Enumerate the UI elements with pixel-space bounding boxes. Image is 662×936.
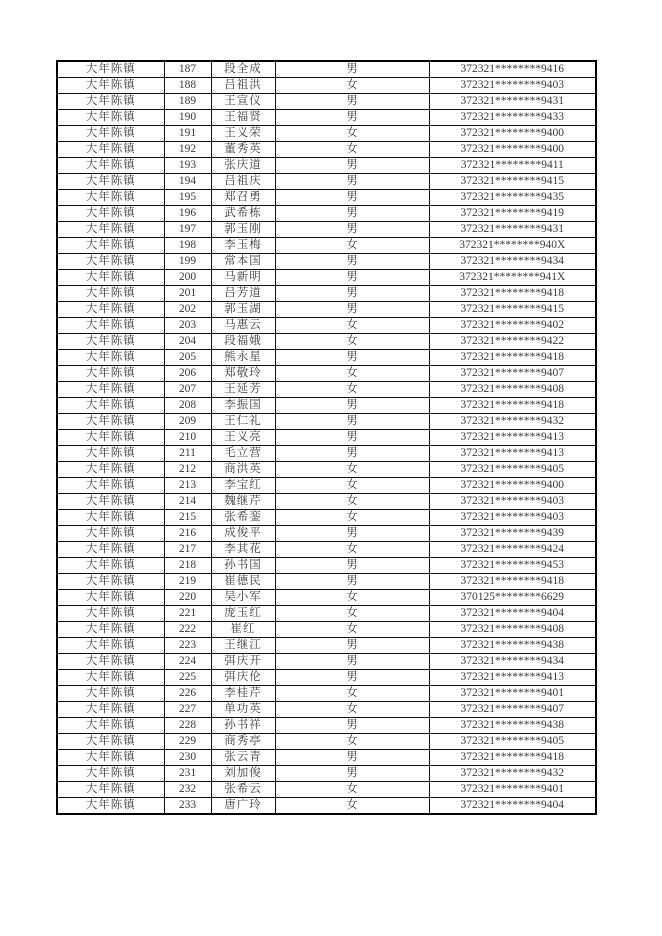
- cell-name: 毛立营: [211, 446, 275, 462]
- cell-town: 大年陈镇: [57, 526, 164, 542]
- cell-name: 董秀英: [211, 142, 275, 158]
- cell-name: 崔德民: [211, 574, 275, 590]
- cell-gender: 女: [275, 334, 429, 350]
- cell-index: 214: [164, 494, 211, 510]
- table-row: [57, 206, 596, 222]
- table-row: [57, 446, 596, 462]
- cell-gender: 女: [275, 686, 429, 702]
- table-row: [57, 462, 596, 478]
- cell-town: 大年陈镇: [57, 670, 164, 686]
- cell-name: 吕祖洪: [211, 78, 275, 94]
- table-row: [57, 654, 596, 670]
- cell-town: 大年陈镇: [57, 142, 164, 158]
- table-row: [57, 542, 596, 558]
- cell-index: 221: [164, 606, 211, 622]
- cell-gender: 男: [275, 350, 429, 366]
- cell-index: 203: [164, 318, 211, 334]
- cell-town: 大年陈镇: [57, 494, 164, 510]
- cell-town: 大年陈镇: [57, 61, 164, 78]
- cell-index: 217: [164, 542, 211, 558]
- table-row: [57, 526, 596, 542]
- cell-name: 李其花: [211, 542, 275, 558]
- table-row: [57, 350, 596, 366]
- cell-index: 230: [164, 750, 211, 766]
- cell-gender: 男: [275, 254, 429, 270]
- cell-id-number: 372321********9408: [429, 382, 596, 398]
- cell-name: 王义亮: [211, 430, 275, 446]
- cell-name: 王仁礼: [211, 414, 275, 430]
- cell-index: 206: [164, 366, 211, 382]
- cell-name: 弭庆开: [211, 654, 275, 670]
- cell-gender: 女: [275, 142, 429, 158]
- table-row: [57, 558, 596, 574]
- cell-id-number: 372321********9433: [429, 110, 596, 126]
- cell-gender: 女: [275, 78, 429, 94]
- cell-name: 张云青: [211, 750, 275, 766]
- cell-town: 大年陈镇: [57, 782, 164, 798]
- cell-index: 196: [164, 206, 211, 222]
- table-row: [57, 94, 596, 110]
- cell-gender: 男: [275, 174, 429, 190]
- cell-name: 王义荣: [211, 126, 275, 142]
- cell-index: 222: [164, 622, 211, 638]
- cell-town: 大年陈镇: [57, 110, 164, 126]
- cell-id-number: 372321********9404: [429, 798, 596, 815]
- cell-index: 220: [164, 590, 211, 606]
- table-row: [57, 190, 596, 206]
- cell-town: 大年陈镇: [57, 414, 164, 430]
- cell-name: 李玉梅: [211, 238, 275, 254]
- cell-index: 232: [164, 782, 211, 798]
- cell-gender: 女: [275, 126, 429, 142]
- cell-gender: 男: [275, 638, 429, 654]
- cell-id-number: 372321********9432: [429, 766, 596, 782]
- cell-index: 219: [164, 574, 211, 590]
- cell-name: 单功英: [211, 702, 275, 718]
- cell-gender: 男: [275, 718, 429, 734]
- cell-town: 大年陈镇: [57, 702, 164, 718]
- cell-gender: 女: [275, 494, 429, 510]
- roster-table-body: [57, 61, 596, 814]
- cell-index: 204: [164, 334, 211, 350]
- cell-gender: 男: [275, 414, 429, 430]
- cell-index: 233: [164, 798, 211, 815]
- table-row: [57, 78, 596, 94]
- cell-id-number: 372321********9438: [429, 718, 596, 734]
- cell-name: 武希栋: [211, 206, 275, 222]
- cell-gender: 女: [275, 542, 429, 558]
- cell-name: 崔红: [211, 622, 275, 638]
- cell-index: 188: [164, 78, 211, 94]
- table-row: [57, 110, 596, 126]
- table-row: [57, 638, 596, 654]
- table-row: [57, 494, 596, 510]
- cell-gender: 女: [275, 366, 429, 382]
- cell-id-number: 372321********9411: [429, 158, 596, 174]
- cell-name: 王福贤: [211, 110, 275, 126]
- cell-gender: 女: [275, 606, 429, 622]
- cell-gender: 男: [275, 766, 429, 782]
- cell-town: 大年陈镇: [57, 638, 164, 654]
- cell-index: 201: [164, 286, 211, 302]
- cell-index: 224: [164, 654, 211, 670]
- cell-id-number: 372321********9403: [429, 78, 596, 94]
- cell-index: 216: [164, 526, 211, 542]
- cell-town: 大年陈镇: [57, 350, 164, 366]
- cell-town: 大年陈镇: [57, 734, 164, 750]
- cell-town: 大年陈镇: [57, 222, 164, 238]
- table-row: [57, 702, 596, 718]
- cell-index: 208: [164, 398, 211, 414]
- cell-index: 209: [164, 414, 211, 430]
- cell-gender: 男: [275, 750, 429, 766]
- cell-name: 李宝红: [211, 478, 275, 494]
- cell-index: 218: [164, 558, 211, 574]
- cell-gender: 女: [275, 238, 429, 254]
- cell-index: 190: [164, 110, 211, 126]
- cell-town: 大年陈镇: [57, 126, 164, 142]
- table-row: [57, 750, 596, 766]
- cell-id-number: 372321********9434: [429, 654, 596, 670]
- cell-gender: 女: [275, 590, 429, 606]
- cell-town: 大年陈镇: [57, 206, 164, 222]
- cell-town: 大年陈镇: [57, 430, 164, 446]
- cell-index: 227: [164, 702, 211, 718]
- cell-id-number: 372321********9403: [429, 510, 596, 526]
- table-row: [57, 222, 596, 238]
- cell-name: 王延芳: [211, 382, 275, 398]
- cell-id-number: 372321********9434: [429, 254, 596, 270]
- cell-name: 刘加俊: [211, 766, 275, 782]
- cell-gender: 男: [275, 398, 429, 414]
- cell-id-number: 370125********6629: [429, 590, 596, 606]
- table-row: [57, 318, 596, 334]
- cell-gender: 女: [275, 478, 429, 494]
- table-row: [57, 270, 596, 286]
- cell-name: 段福娥: [211, 334, 275, 350]
- cell-gender: 男: [275, 61, 429, 78]
- cell-town: 大年陈镇: [57, 654, 164, 670]
- cell-gender: 女: [275, 318, 429, 334]
- cell-town: 大年陈镇: [57, 686, 164, 702]
- cell-index: 197: [164, 222, 211, 238]
- cell-id-number: 372321********9405: [429, 734, 596, 750]
- cell-index: 195: [164, 190, 211, 206]
- cell-name: 郭玉刚: [211, 222, 275, 238]
- cell-gender: 女: [275, 798, 429, 815]
- cell-town: 大年陈镇: [57, 78, 164, 94]
- cell-gender: 男: [275, 110, 429, 126]
- cell-town: 大年陈镇: [57, 750, 164, 766]
- cell-id-number: 372321********9431: [429, 94, 596, 110]
- cell-gender: 女: [275, 622, 429, 638]
- cell-gender: 女: [275, 702, 429, 718]
- cell-id-number: 372321********940X: [429, 238, 596, 254]
- cell-name: 马惠云: [211, 318, 275, 334]
- roster-table: [56, 60, 597, 815]
- table-row: [57, 382, 596, 398]
- cell-index: 231: [164, 766, 211, 782]
- cell-name: 张希云: [211, 782, 275, 798]
- cell-id-number: 372321********9418: [429, 574, 596, 590]
- cell-id-number: 372321********9404: [429, 606, 596, 622]
- cell-index: 228: [164, 718, 211, 734]
- cell-town: 大年陈镇: [57, 302, 164, 318]
- cell-index: 215: [164, 510, 211, 526]
- table-row: [57, 478, 596, 494]
- cell-name: 庞玉红: [211, 606, 275, 622]
- cell-id-number: 372321********9400: [429, 142, 596, 158]
- table-row: [57, 590, 596, 606]
- cell-name: 郭玉湖: [211, 302, 275, 318]
- table-row: [57, 734, 596, 750]
- cell-id-number: 372321********941X: [429, 270, 596, 286]
- table-row: [57, 782, 596, 798]
- cell-gender: 男: [275, 222, 429, 238]
- cell-town: 大年陈镇: [57, 446, 164, 462]
- cell-gender: 男: [275, 158, 429, 174]
- cell-id-number: 372321********9403: [429, 494, 596, 510]
- cell-gender: 男: [275, 446, 429, 462]
- cell-town: 大年陈镇: [57, 574, 164, 590]
- cell-name: 孙书国: [211, 558, 275, 574]
- cell-name: 郑召勇: [211, 190, 275, 206]
- cell-gender: 女: [275, 462, 429, 478]
- cell-name: 王宣仪: [211, 94, 275, 110]
- cell-gender: 女: [275, 734, 429, 750]
- cell-town: 大年陈镇: [57, 254, 164, 270]
- cell-town: 大年陈镇: [57, 398, 164, 414]
- cell-index: 212: [164, 462, 211, 478]
- cell-id-number: 372321********9405: [429, 462, 596, 478]
- cell-gender: 女: [275, 510, 429, 526]
- cell-gender: 男: [275, 526, 429, 542]
- cell-id-number: 372321********9413: [429, 430, 596, 446]
- cell-id-number: 372321********9400: [429, 126, 596, 142]
- cell-gender: 男: [275, 270, 429, 286]
- cell-town: 大年陈镇: [57, 542, 164, 558]
- cell-town: 大年陈镇: [57, 174, 164, 190]
- cell-name: 张庆道: [211, 158, 275, 174]
- cell-index: 225: [164, 670, 211, 686]
- cell-name: 张希銮: [211, 510, 275, 526]
- cell-name: 王继江: [211, 638, 275, 654]
- table-row: [57, 61, 596, 78]
- cell-id-number: 372321********9418: [429, 750, 596, 766]
- cell-id-number: 372321********9416: [429, 61, 596, 78]
- cell-gender: 男: [275, 206, 429, 222]
- cell-town: 大年陈镇: [57, 382, 164, 398]
- cell-town: 大年陈镇: [57, 318, 164, 334]
- cell-id-number: 372321********9431: [429, 222, 596, 238]
- cell-town: 大年陈镇: [57, 334, 164, 350]
- cell-name: 熊永星: [211, 350, 275, 366]
- cell-id-number: 372321********9401: [429, 686, 596, 702]
- cell-gender: 男: [275, 654, 429, 670]
- cell-index: 211: [164, 446, 211, 462]
- cell-index: 205: [164, 350, 211, 366]
- cell-index: 207: [164, 382, 211, 398]
- cell-town: 大年陈镇: [57, 606, 164, 622]
- cell-index: 198: [164, 238, 211, 254]
- table-row: [57, 366, 596, 382]
- cell-town: 大年陈镇: [57, 238, 164, 254]
- cell-name: 唐广玲: [211, 798, 275, 815]
- cell-id-number: 372321********9415: [429, 302, 596, 318]
- cell-index: 193: [164, 158, 211, 174]
- table-row: [57, 606, 596, 622]
- cell-id-number: 372321********9453: [429, 558, 596, 574]
- cell-id-number: 372321********9407: [429, 366, 596, 382]
- table-row: [57, 718, 596, 734]
- table-row: [57, 414, 596, 430]
- cell-town: 大年陈镇: [57, 510, 164, 526]
- table-row: [57, 142, 596, 158]
- table-row: [57, 798, 596, 815]
- table-row: [57, 286, 596, 302]
- cell-town: 大年陈镇: [57, 558, 164, 574]
- cell-town: 大年陈镇: [57, 158, 164, 174]
- cell-id-number: 372321********9419: [429, 206, 596, 222]
- cell-town: 大年陈镇: [57, 622, 164, 638]
- cell-index: 200: [164, 270, 211, 286]
- cell-id-number: 372321********9424: [429, 542, 596, 558]
- cell-name: 吴小军: [211, 590, 275, 606]
- cell-index: 189: [164, 94, 211, 110]
- cell-gender: 男: [275, 94, 429, 110]
- cell-index: 192: [164, 142, 211, 158]
- cell-town: 大年陈镇: [57, 270, 164, 286]
- cell-name: 商洪英: [211, 462, 275, 478]
- cell-gender: 男: [275, 190, 429, 206]
- cell-town: 大年陈镇: [57, 718, 164, 734]
- cell-id-number: 372321********9418: [429, 286, 596, 302]
- table-row: [57, 510, 596, 526]
- cell-gender: 女: [275, 382, 429, 398]
- cell-id-number: 372321********9413: [429, 446, 596, 462]
- cell-id-number: 372321********9415: [429, 174, 596, 190]
- cell-index: 210: [164, 430, 211, 446]
- cell-index: 187: [164, 61, 211, 78]
- cell-name: 李振国: [211, 398, 275, 414]
- cell-name: 成俊平: [211, 526, 275, 542]
- cell-index: 226: [164, 686, 211, 702]
- cell-town: 大年陈镇: [57, 462, 164, 478]
- cell-town: 大年陈镇: [57, 190, 164, 206]
- table-row: [57, 238, 596, 254]
- cell-town: 大年陈镇: [57, 286, 164, 302]
- table-row: [57, 174, 596, 190]
- cell-id-number: 372321********9413: [429, 670, 596, 686]
- cell-gender: 男: [275, 302, 429, 318]
- cell-name: 李桂芹: [211, 686, 275, 702]
- cell-id-number: 372321********9422: [429, 334, 596, 350]
- cell-id-number: 372321********9402: [429, 318, 596, 334]
- cell-index: 199: [164, 254, 211, 270]
- cell-town: 大年陈镇: [57, 478, 164, 494]
- cell-town: 大年陈镇: [57, 366, 164, 382]
- cell-id-number: 372321********9418: [429, 350, 596, 366]
- cell-index: 213: [164, 478, 211, 494]
- cell-town: 大年陈镇: [57, 798, 164, 815]
- cell-name: 郑敬玲: [211, 366, 275, 382]
- cell-name: 吕祖庆: [211, 174, 275, 190]
- cell-index: 202: [164, 302, 211, 318]
- cell-index: 194: [164, 174, 211, 190]
- cell-id-number: 372321********9418: [429, 398, 596, 414]
- cell-id-number: 372321********9439: [429, 526, 596, 542]
- cell-gender: 男: [275, 430, 429, 446]
- table-row: [57, 126, 596, 142]
- cell-name: 马新明: [211, 270, 275, 286]
- cell-name: 商秀亭: [211, 734, 275, 750]
- cell-id-number: 372321********9432: [429, 414, 596, 430]
- cell-name: 吕芳道: [211, 286, 275, 302]
- cell-name: 魏继芹: [211, 494, 275, 510]
- cell-id-number: 372321********9400: [429, 478, 596, 494]
- table-row: [57, 766, 596, 782]
- cell-gender: 男: [275, 574, 429, 590]
- cell-town: 大年陈镇: [57, 590, 164, 606]
- cell-index: 223: [164, 638, 211, 654]
- table-row: [57, 574, 596, 590]
- cell-id-number: 372321********9438: [429, 638, 596, 654]
- cell-index: 229: [164, 734, 211, 750]
- cell-id-number: 372321********9401: [429, 782, 596, 798]
- cell-name: 弭庆伦: [211, 670, 275, 686]
- cell-name: 段全成: [211, 61, 275, 78]
- table-row: [57, 158, 596, 174]
- table-row: [57, 670, 596, 686]
- cell-name: 常本国: [211, 254, 275, 270]
- cell-town: 大年陈镇: [57, 766, 164, 782]
- table-row: [57, 254, 596, 270]
- cell-gender: 女: [275, 782, 429, 798]
- cell-gender: 男: [275, 558, 429, 574]
- table-row: [57, 398, 596, 414]
- table-row: [57, 334, 596, 350]
- table-row: [57, 686, 596, 702]
- cell-id-number: 372321********9407: [429, 702, 596, 718]
- table-row: [57, 622, 596, 638]
- cell-gender: 男: [275, 670, 429, 686]
- cell-index: 191: [164, 126, 211, 142]
- cell-id-number: 372321********9408: [429, 622, 596, 638]
- table-row: [57, 430, 596, 446]
- table-row: [57, 302, 596, 318]
- cell-name: 孙书祥: [211, 718, 275, 734]
- cell-town: 大年陈镇: [57, 94, 164, 110]
- cell-gender: 男: [275, 286, 429, 302]
- cell-id-number: 372321********9435: [429, 190, 596, 206]
